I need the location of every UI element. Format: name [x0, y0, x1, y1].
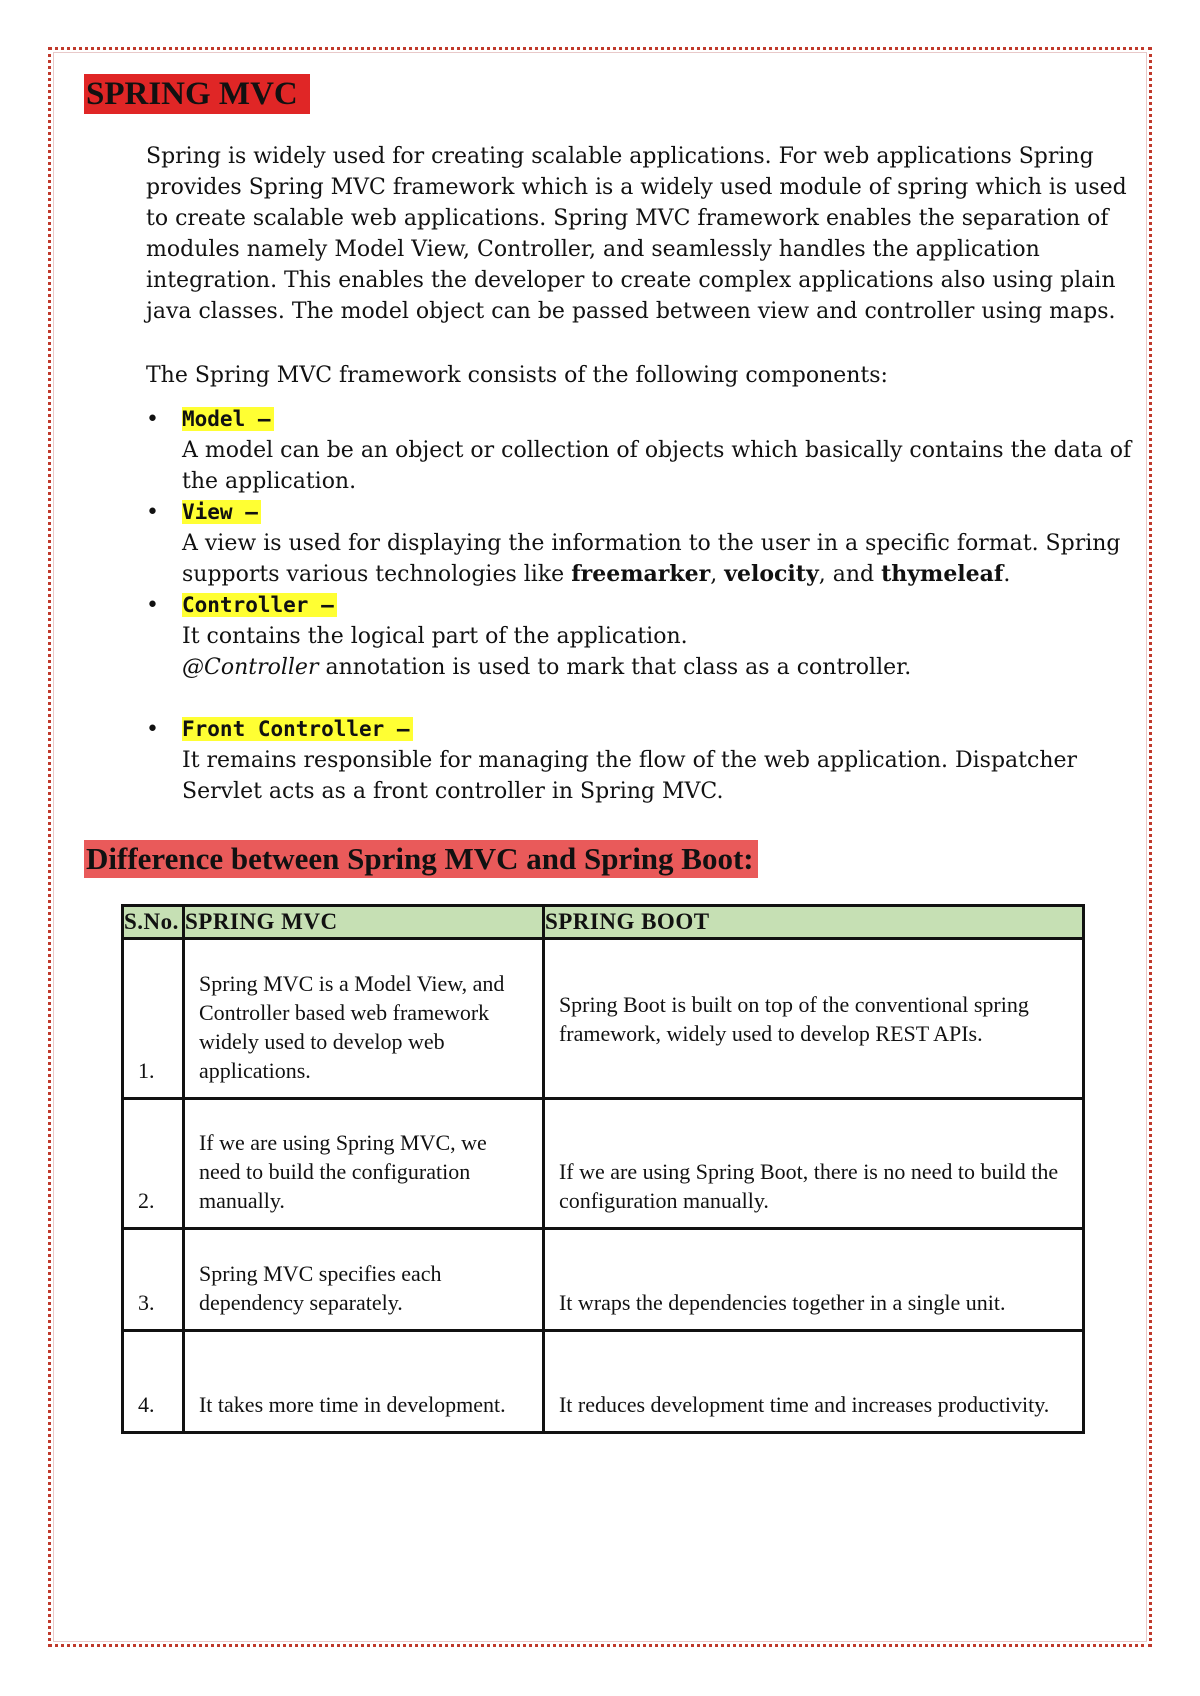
controller-annotation: @Controller — [182, 655, 319, 680]
controller-label: Controller – — [182, 593, 337, 617]
cell-sno: 1. — [123, 939, 184, 1099]
component-model — [146, 404, 1136, 497]
tech-freemarker: freemarker — [571, 561, 711, 587]
cell-mvc: It takes more time in development. — [183, 1331, 543, 1433]
cell-sno: 2. — [123, 1099, 184, 1229]
bullet: • — [146, 593, 159, 618]
components-list — [146, 404, 1136, 807]
cell-boot: Spring Boot is built on top of the conventional spring framework, widely used to develop REST APIs. — [543, 939, 1083, 1099]
bullet: • — [146, 407, 159, 432]
table-row — [123, 1229, 1084, 1331]
cell-boot: It reduces development time and increases productivity. — [543, 1331, 1083, 1433]
components-lead: The Spring MVC framework consists of the following components: — [146, 363, 888, 388]
bullet: • — [146, 717, 159, 742]
view-label: View – — [182, 500, 261, 524]
cell-mvc: If we are using Spring MVC, we need to build the configuration manually. — [183, 1099, 543, 1229]
header-spring-boot: SPRING BOOT — [543, 906, 1083, 939]
component-front-controller — [146, 714, 1136, 807]
component-view — [146, 497, 1136, 590]
tech-thymeleaf: thymeleaf — [881, 561, 1004, 587]
model-label: Model – — [182, 407, 274, 431]
cell-mvc: Spring MVC specifies each dependency separately. — [183, 1229, 543, 1331]
header-sno: S.No. — [123, 906, 184, 939]
cell-sno: 3. — [123, 1229, 184, 1331]
front-controller-desc: It remains responsible for managing the flow of the web application. Dispatcher Servlet acts as a front controller in Spring MVC. — [182, 748, 1078, 804]
table-header-row — [123, 906, 1084, 939]
cell-sno: 4. — [123, 1331, 184, 1433]
table-row — [123, 1099, 1084, 1229]
intro-paragraph: Spring is widely used for creating scalable applications. For web applications Spring provides Spring MVC framework which is a widely used module of spring which is used to create scalable web applications. Spring MVC framework enables the separation of modules namely Model View, Controller, and seamlessly handles the application integration. This enables the developer to create complex applications also using plain java classes. The model object can be passed between view and controller using maps. — [146, 144, 1127, 324]
model-desc: A model can be an object or collection of objects which basically contains the data of the application. — [182, 438, 1132, 494]
component-controller — [146, 590, 1136, 683]
tech-velocity: velocity — [724, 561, 819, 587]
page-title: SPRING MVC — [84, 74, 310, 114]
controller-desc: It contains the logical part of the application. — [182, 624, 688, 649]
header-spring-mvc: SPRING MVC — [183, 906, 543, 939]
cell-boot: It wraps the dependencies together in a single unit. — [543, 1229, 1083, 1331]
comparison-table — [121, 904, 1085, 1434]
cell-mvc: Spring MVC is a Model View, and Controller based web framework widely used to develop web applications. — [183, 939, 543, 1099]
front-controller-label: Front Controller – — [182, 717, 413, 741]
view-desc: A view is used for displaying the information to the user in a specific format. Spring supports various technologies like freemarker, velocity, and thymeleaf. — [182, 531, 1121, 587]
table-row — [123, 1331, 1084, 1433]
table-row — [123, 939, 1084, 1099]
controller-annotation-line: @Controller annotation is used to mark that class as a controller. — [182, 655, 912, 680]
difference-heading: Difference between Spring MVC and Spring Boot: — [84, 840, 758, 878]
cell-boot: If we are using Spring Boot, there is no need to build the configuration manually. — [543, 1099, 1083, 1229]
bullet: • — [146, 500, 159, 525]
